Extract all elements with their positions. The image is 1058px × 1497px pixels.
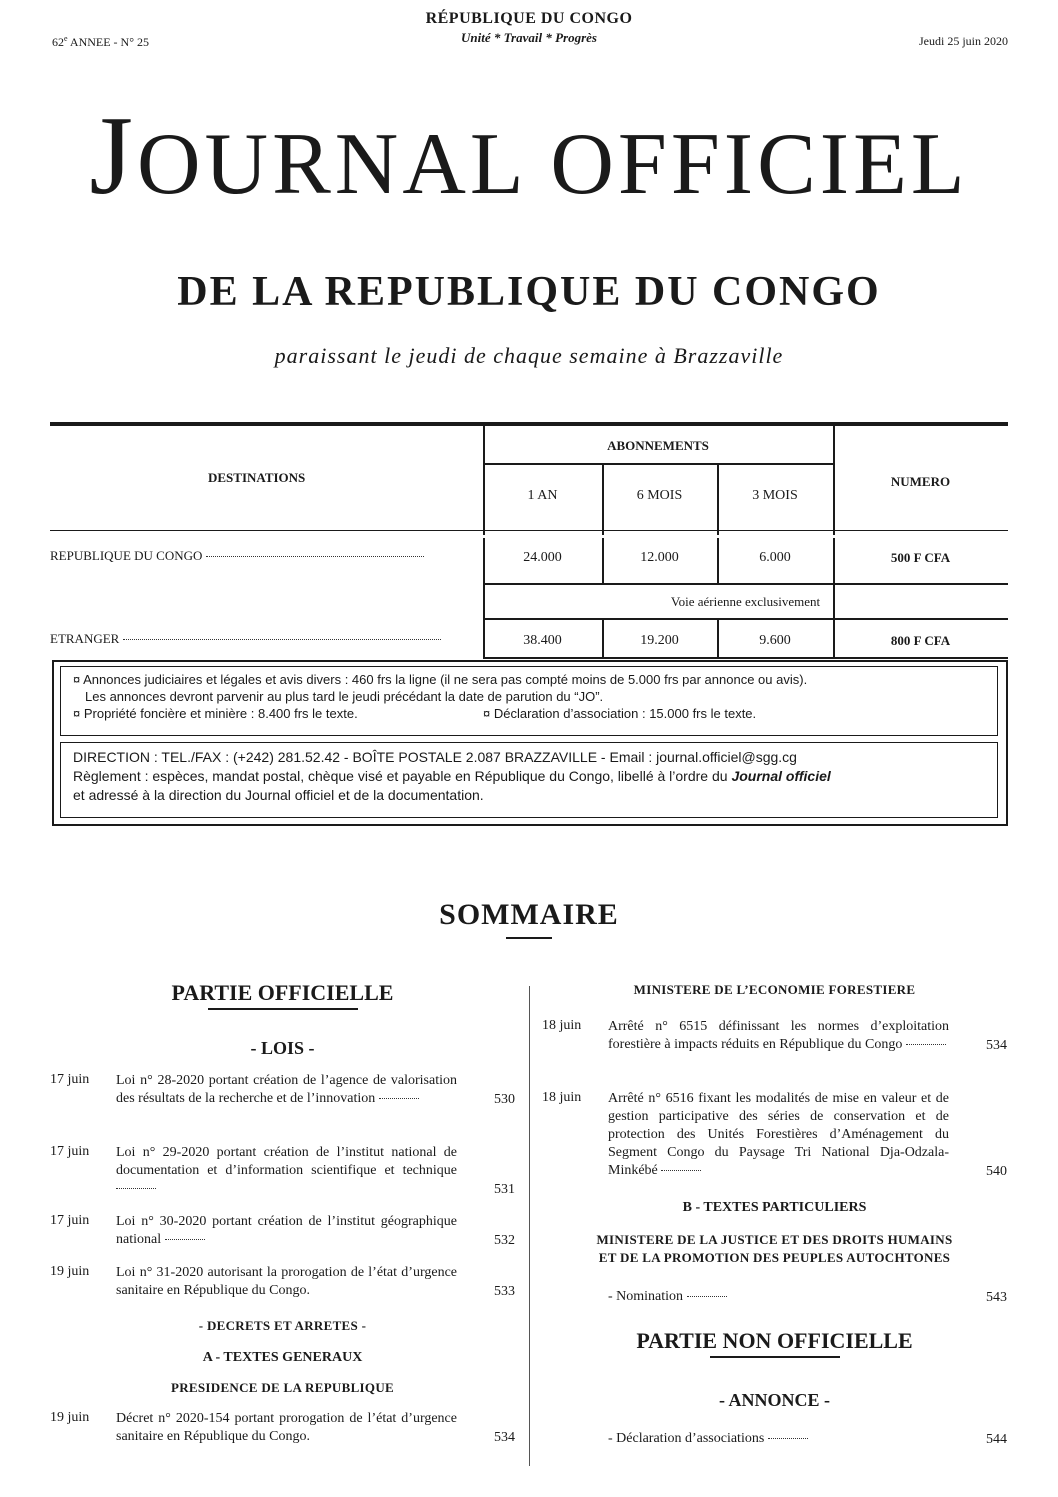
header-center [0, 10, 1058, 46]
toc-entry-loi-30[interactable]: 17 juin Loi n° 30-2020 portant création de l’institut géographique national 532 [50, 1213, 515, 1248]
republic-label: RÉPUBLIQUE DU CONGO [425, 10, 633, 27]
congo-3mois: 6.000 [759, 550, 791, 565]
dot-leader [661, 1170, 701, 1171]
etranger-6mois: 19.200 [640, 633, 679, 648]
direction-box [60, 742, 998, 818]
masthead-subtitle: DE LA REPUBLIQUE DU CONGO [177, 269, 881, 315]
annonce-title: - ANNONCE - [719, 1390, 830, 1410]
destinations-header: DESTINATIONS [208, 470, 306, 485]
dot-leader [906, 1044, 946, 1045]
etranger-1an: 38.400 [523, 633, 562, 648]
dot-leader [379, 1098, 419, 1099]
subscription-table [50, 422, 1008, 654]
congo-6mois: 12.000 [640, 550, 679, 565]
direction-line-3: et adressé à la direction du Journal officiel et de la documentation. [73, 787, 484, 803]
toc-entry-loi-28[interactable]: 17 juin Loi n° 28-2020 portant création de l’agence de valorisation des résultats de la recherche et de l’innovation 530 [50, 1072, 515, 1107]
partie-officielle-title: PARTIE OFFICIELLE [171, 980, 394, 1005]
issue-number: 62e ANNEE - N° 25 [52, 34, 150, 49]
toc-entry-nomination[interactable]: - Nomination 543 [608, 1289, 1007, 1305]
toc-entry-declaration[interactable]: - Déclaration d’associations 544 [608, 1431, 1007, 1447]
sommaire-right-column [542, 982, 1007, 1472]
motto: Unité * Travail * Progrès [460, 30, 597, 45]
dot-leader [687, 1296, 727, 1297]
toc-entry-loi-31[interactable]: 19 juin Loi n° 31-2020 autorisant la prorogation de l’état d’urgence sanitaire en République du Congo. 533 [50, 1264, 515, 1299]
notice-line-3: ¤ Propriété foncière et minière : 8.400 frs le texte. ¤ Déclaration d’association : 15.000 frs le texte. [73, 706, 757, 721]
ministere-justice-title-1: MINISTERE DE LA JUSTICE ET DES DROITS HUMAINS [596, 1232, 953, 1247]
col-6mois: 6 MOIS [636, 488, 683, 503]
toc-entry-decret-154[interactable]: 19 juin Décret n° 2020-154 portant prorogation de l’état d’urgence sanitaire en République du Congo. 534 [50, 1410, 515, 1445]
masthead-title: JOURNAL OFFICIEL [89, 94, 969, 218]
issue-date: Jeudi 25 juin 2020 [919, 34, 1008, 48]
abonnements-header: ABONNEMENTS [607, 438, 709, 453]
numero-header: NUMERO [890, 474, 951, 489]
congo-1an: 24.000 [523, 550, 562, 565]
ministere-foret-title: MINISTERE DE L’ECONOMIE FORESTIERE [633, 982, 916, 997]
textes-generaux-title: A - TEXTES GENERAUX [202, 1350, 363, 1365]
sommaire-title: SOMMAIRE [439, 898, 619, 931]
textes-particuliers-title: B - TEXTES PARTICULIERS [682, 1200, 867, 1215]
col-3mois: 3 MOIS [752, 488, 798, 503]
toc-entry-arrete-6516[interactable]: 18 juin Arrêté n° 6516 fixant les modalités de mise en valeur et de gestion participative des séries de conservation et de protection des Unités Forestières d’Aménagement du Segment Congo du Paysage Tri National Dja-Odzala-Minkébé 540 [542, 1090, 1007, 1179]
toc-entry-arrete-6515[interactable]: 18 juin Arrêté n° 6515 définissant les normes d’exploitation forestière à impacts réduits en République du Congo 534 [542, 1018, 1007, 1053]
sommaire-left-column [50, 980, 515, 1470]
partie-non-officielle-rule [710, 1356, 840, 1358]
masthead-tagline: paraissant le jeudi de chaque semaine à Brazzaville [274, 343, 784, 368]
congo-numero: 500 F CFA [890, 550, 951, 565]
decrets-title: - DECRETS ET ARRETES - [198, 1318, 367, 1333]
notices-box [60, 666, 998, 736]
partie-officielle-rule [208, 1008, 358, 1010]
notice-line-2: Les annonces devront parvenir au plus tard le jeudi précédant la date de parution du “JO”. [85, 689, 604, 704]
ministere-justice-title-2: ET DE LA PROMOTION DES PEUPLES AUTOCHTONES [598, 1250, 951, 1265]
col-1an: 1 AN [527, 488, 558, 503]
direction-line-2: Règlement : espèces, mandat postal, chèque visé et payable en République du Congo, libellé à l’ordre du Journal officiel [73, 768, 831, 784]
dot-leader [116, 1188, 156, 1189]
sommaire-rule [506, 937, 552, 939]
column-separator [529, 986, 530, 1466]
air-note: Voie aérienne exclusivement [670, 594, 821, 609]
dot-leader [768, 1438, 808, 1439]
notice-line-1: ¤ Annonces judiciaires et légales et avis divers : 460 frs la ligne (il ne sera pas compté moins de 5.000 frs par annonce ou avis). [73, 672, 808, 687]
partie-non-officielle-title: PARTIE NON OFFICIELLE [636, 1328, 913, 1353]
etranger-3mois: 9.600 [759, 633, 791, 648]
lois-title: - LOIS - [250, 1038, 315, 1058]
presidence-title: PRESIDENCE DE LA REPUBLIQUE [170, 1380, 394, 1395]
etranger-numero: 800 F CFA [890, 633, 951, 648]
destination-congo: REPUBLIQUE DU CONGO [50, 548, 424, 564]
toc-entry-loi-29[interactable]: 17 juin Loi n° 29-2020 portant création de l’institut national de documentation et d’information scientifique et technique 531 [50, 1144, 515, 1197]
destination-etranger: ETRANGER [50, 631, 441, 647]
dot-leader [165, 1239, 205, 1240]
direction-line-1: DIRECTION : TEL./FAX : (+242) 281.52.42 - BOÎTE POSTALE 2.087 BRAZZAVILLE - Email : journal.officiel@sgg.cg [73, 749, 797, 765]
